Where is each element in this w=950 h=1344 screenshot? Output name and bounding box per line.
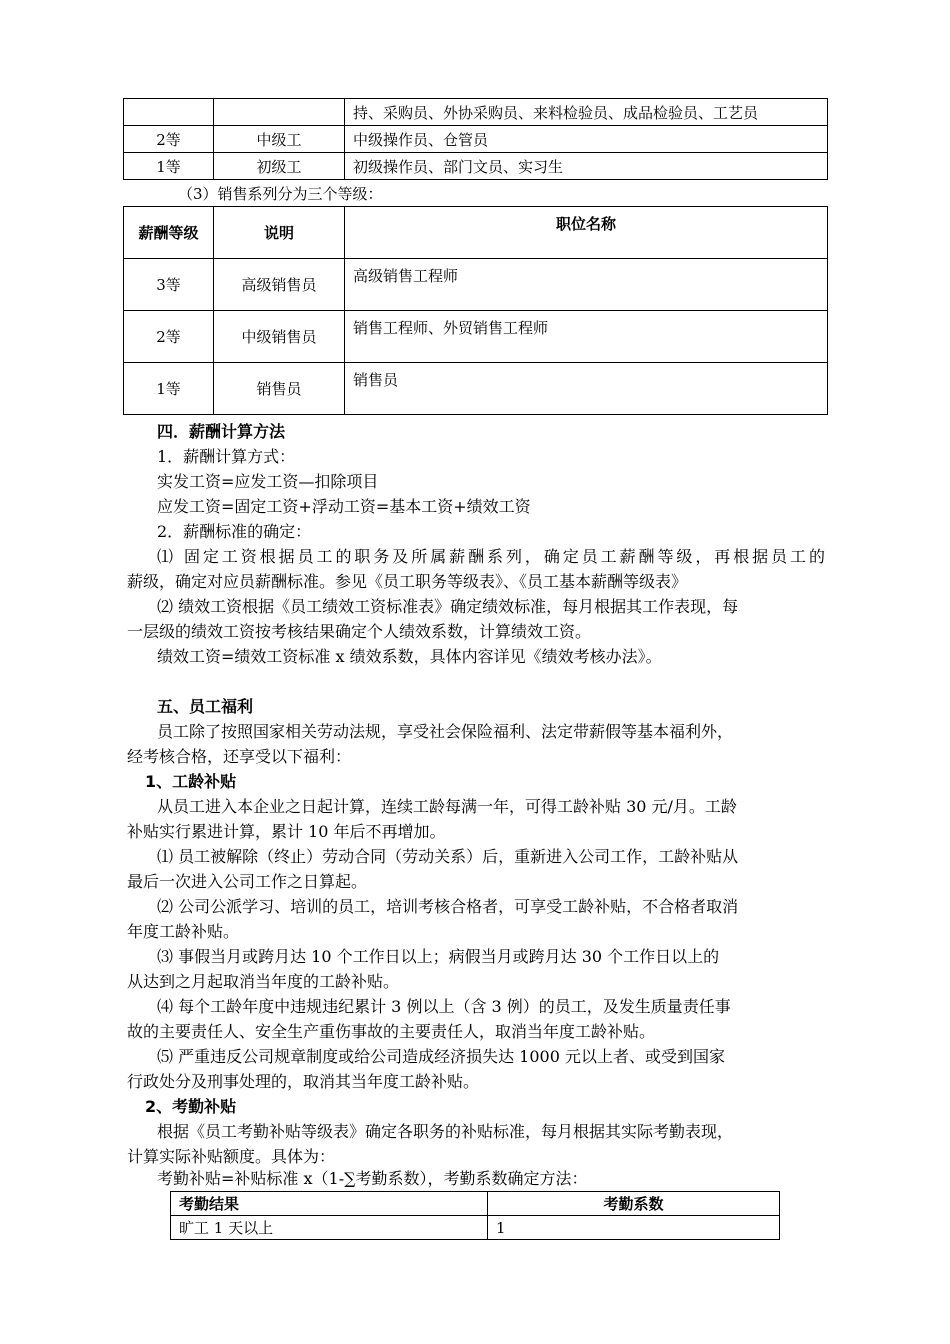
table-row — [124, 126, 828, 153]
table-row — [124, 311, 828, 363]
section-4-title: 四．薪酬计算方法 — [157, 422, 286, 441]
grade-cell: 1等 — [124, 363, 214, 415]
positions-cell: 高级销售工程师 — [345, 259, 828, 311]
table-row — [171, 1216, 780, 1240]
paragraph-line: 经考核合格，还享受以下福利： — [127, 747, 352, 766]
paragraph-line: ⑷ 每个工龄年度中违规违纪累计 3 例以上（含 3 例）的员工，及发生质量责任事 — [157, 997, 731, 1016]
paragraph-line: 绩效工资=绩效工资标准 x 绩效系数，具体内容详见《绩效考核办法》。 — [157, 647, 662, 666]
position-grade-table-continued — [123, 98, 828, 180]
description-cell — [214, 99, 345, 126]
table-row — [124, 153, 828, 180]
table-row — [124, 99, 828, 126]
attendance-coefficient-cell: 1 — [488, 1216, 780, 1240]
paragraph-line: 应发工资=固定工资+浮动工资=基本工资+绩效工资 — [157, 497, 531, 516]
table-header-row — [124, 207, 828, 259]
paragraph-line: 行政处分及刑事处理的，取消其当年度工龄补贴。 — [127, 1072, 480, 1091]
header-description: 说明 — [214, 207, 345, 259]
paragraph-line: 补贴实行累进计算，累计 10 年后不再增加。 — [127, 822, 446, 841]
subsection-1-title: 1、工龄补贴 — [145, 772, 237, 791]
paragraph-line: 1．薪酬计算方式： — [157, 447, 296, 466]
paragraph-line: ⑸ 严重违反公司规章制度或给公司造成经济损失达 1000 元以上者、或受到国家 — [157, 1047, 725, 1066]
positions-cell: 销售工程师、外贸销售工程师 — [345, 311, 828, 363]
positions-cell: 中级操作员、仓管员 — [345, 126, 828, 153]
sales-series-intro: （3）销售系列分为三个等级： — [178, 185, 383, 203]
paragraph-line: 从员工进入本企业之日起计算，连续工龄每满一年，可得工龄补贴 30 元/月。工龄 — [157, 797, 737, 816]
positions-cell: 初级操作员、部门文员、实习生 — [345, 153, 828, 180]
paragraph-line: 年度工龄补贴。 — [127, 922, 240, 941]
table-header-row — [171, 1192, 780, 1216]
grade-cell: 2等 — [124, 311, 214, 363]
header-position-name: 职位名称 — [345, 207, 828, 259]
description-cell: 初级工 — [214, 153, 345, 180]
paragraph-line: 2．薪酬标准的确定： — [157, 522, 312, 541]
description-cell: 销售员 — [214, 363, 345, 415]
attendance-coefficient-table — [170, 1191, 780, 1240]
paragraph-line: 员工除了按照国家相关劳动法规，享受社会保险福利、法定带薪假等基本福利外， — [157, 722, 734, 741]
attendance-result-cell: 旷工 1 天以上 — [171, 1216, 488, 1240]
header-salary-grade: 薪酬等级 — [124, 207, 214, 259]
grade-cell: 2等 — [124, 126, 214, 153]
description-cell: 高级销售员 — [214, 259, 345, 311]
paragraph-line: ⑶ 事假当月或跨月达 10 个工作日以上；病假当月或跨月达 30 个工作日以上的 — [157, 947, 720, 966]
table-row — [124, 259, 828, 311]
paragraph-line: 从达到之月起取消当年度的工龄补贴。 — [127, 972, 400, 991]
grade-cell — [124, 99, 214, 126]
table-row — [124, 363, 828, 415]
section-5-title: 五、员工福利 — [157, 697, 254, 716]
sales-grade-table — [123, 206, 828, 415]
paragraph-line: ⑴ 员工被解除（终止）劳动合同（劳动关系）后，重新进入公司工作，工龄补贴从 — [157, 847, 739, 866]
paragraph-line: 根据《员工考勤补贴等级表》确定各职务的补贴标准，每月根据其实际考勤表现， — [157, 1122, 734, 1141]
paragraph-line: 故的主要责任人、安全生产重伤事故的主要责任人，取消当年度工龄补贴。 — [127, 1022, 656, 1041]
header-attendance-coefficient: 考勤系数 — [488, 1192, 780, 1216]
paragraph-line: 考勤补贴=补贴标准 x（1-∑考勤系数），考勤系数确定方法： — [157, 1169, 588, 1188]
positions-cell: 持、采购员、外协采购员、来料检验员、成品检验员、工艺员 — [345, 99, 828, 126]
paragraph-line: ⑵ 公司公派学习、培训的员工，培训考核合格者，可享受工龄补贴，不合格者取消 — [157, 897, 739, 916]
paragraph-line: 实发工资=应发工资—扣除项目 — [157, 472, 379, 491]
paragraph-line: 最后一次进入公司工作之日算起。 — [127, 872, 368, 891]
description-cell: 中级工 — [214, 126, 345, 153]
paragraph-line: ⑴ 固定工资根据员工的职务及所属薪酬系列，确定员工薪酬等级，再根据员工的 — [157, 547, 825, 566]
paragraph-line: ⑵ 绩效工资根据《员工绩效工资标准表》确定绩效标准，每月根据其工作表现，每 — [157, 597, 739, 616]
paragraph-line: 一层级的绩效工资按考核结果确定个人绩效系数，计算绩效工资。 — [127, 622, 592, 641]
grade-cell: 1等 — [124, 153, 214, 180]
header-attendance-result: 考勤结果 — [171, 1192, 488, 1216]
subsection-2-title: 2、考勤补贴 — [145, 1097, 237, 1116]
positions-cell: 销售员 — [345, 363, 828, 415]
paragraph-line: 计算实际补贴额度。具体为： — [127, 1147, 336, 1166]
paragraph-line: 薪级，确定对应员薪酬标准。参见《员工职务等级表》、《员工基本薪酬等级表》 — [127, 572, 688, 591]
grade-cell: 3等 — [124, 259, 214, 311]
description-cell: 中级销售员 — [214, 311, 345, 363]
